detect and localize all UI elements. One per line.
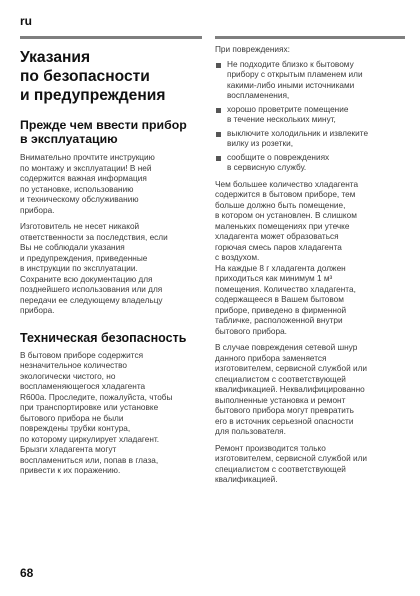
paragraph-liability	[20, 222, 200, 317]
title-line: Указания	[20, 49, 91, 66]
text-line: При повреждениях:	[215, 45, 290, 54]
list-item	[215, 129, 405, 150]
text-line: передачи ее следующему владельцу	[20, 295, 163, 305]
text-line: в течение нескольких минут,	[227, 115, 336, 124]
damage-steps-list	[215, 60, 405, 174]
title-line: по безопасности	[20, 68, 150, 85]
text-line: табличке, расположенной внутри	[215, 316, 343, 325]
text-line: горючая смесь паров хладагента	[215, 242, 342, 252]
heading-line: в эксплуатацию	[20, 132, 118, 146]
text-line: квалификацией. Неквалифицированно	[215, 385, 365, 394]
text-line: и техническому обслуживанию	[20, 195, 139, 204]
top-rule	[215, 36, 405, 39]
section-heading-technical-safety: Техническая безопасность	[20, 330, 187, 345]
text-line: по монтажу и эксплуатации! В ней	[20, 163, 152, 173]
text-line: и предупреждения, приведенные	[20, 253, 148, 263]
text-line: воспламеняющегося хладагента	[20, 382, 146, 391]
paragraph-room-size	[215, 180, 405, 338]
square-bullet-icon	[216, 156, 221, 161]
text-line: выполненные установка и ремонт	[215, 395, 346, 405]
page-number: 68	[20, 566, 34, 580]
square-bullet-icon	[216, 132, 221, 137]
text-line: с воздухом.	[215, 253, 260, 262]
text-line: ответственности за последствия, если	[20, 232, 168, 242]
square-bullet-icon	[216, 63, 221, 68]
text-line: содержится в бытовом приборе, тем	[215, 190, 356, 199]
text-line: Сохраните всю документацию для	[20, 274, 153, 284]
text-line: по установке, использованию	[20, 184, 134, 194]
text-line: какими-либо иными источниками	[227, 80, 355, 90]
text-line: приборе, приведено в фирменной	[215, 305, 347, 315]
text-line: содержащееся в Вашем бытовом	[215, 295, 344, 304]
text-line: для пользователя.	[215, 427, 286, 436]
top-rule	[20, 36, 202, 39]
text-line: его в источник серьезной опасности	[215, 416, 354, 426]
text-line: Вы не соблюдали указания	[20, 243, 125, 252]
text-line: помещения. Количество хладагента,	[215, 284, 356, 294]
text-line: воспламениться или, попав в глаза,	[20, 455, 159, 465]
text-line: прибора.	[20, 306, 55, 315]
text-line: Внимательно прочтите инструкцию	[20, 153, 155, 162]
text-line: экологически чистого, но	[20, 371, 116, 381]
text-line: повреждены трубки контура,	[20, 424, 131, 433]
right-column	[215, 36, 405, 486]
text-line: незначительное количество	[20, 361, 127, 370]
text-line: по которому циркулирует хладагент.	[20, 434, 160, 444]
damage-lead-text	[215, 45, 405, 56]
paragraph-refrigerant	[20, 351, 200, 477]
text-line: изготовителем, сервисной службой или	[215, 454, 368, 463]
paragraph-repair	[215, 444, 405, 486]
text-line: Брызги хладагента могут	[20, 445, 117, 454]
paragraph-power-cord	[215, 343, 405, 438]
text-line: позднейшего использования или для	[20, 285, 163, 294]
text-line: маленьких помещениях при утечке	[215, 221, 350, 231]
list-item	[215, 60, 405, 102]
text-line: выключите холодильник и извлеките	[227, 128, 369, 138]
section-heading-before-use	[20, 118, 200, 146]
text-line: В случае повреждения сетевой шнур	[215, 343, 358, 352]
text-line: специалистом с соответствующей	[215, 374, 346, 384]
text-line: бытового прибора могут превратить	[215, 406, 354, 415]
text-line: квалификацией.	[215, 475, 278, 484]
text-line: привести к их поражению.	[20, 466, 121, 475]
text-line: бытового прибора не были	[20, 413, 124, 423]
text-line: специалистом с соответствующей	[215, 464, 346, 474]
text-line: воспламенения,	[227, 91, 290, 100]
text-line: в котором он установлен. В слишком	[215, 211, 357, 220]
text-line: при транспортировке или установке	[20, 403, 159, 412]
text-line: На каждые 8 г хладагента должен	[215, 263, 346, 273]
text-line: изготовителем, сервисной службой или	[215, 364, 368, 373]
text-line: прибора.	[20, 205, 55, 215]
language-code: ru	[20, 14, 32, 28]
text-line: Не подходите близко к бытовому	[227, 59, 354, 69]
text-line: в инструкции по эксплуатации.	[20, 264, 138, 273]
text-line: Чем большее количество хладагента	[215, 179, 359, 189]
text-line: R600a. Проследите, пожалуйста, чтобы	[20, 392, 173, 402]
text-line: Ремонт производится только	[215, 443, 326, 453]
text-line: В бытовом приборе содержится	[20, 350, 144, 360]
square-bullet-icon	[216, 108, 221, 113]
text-line: хладагента может образоваться	[215, 232, 339, 241]
list-item	[215, 105, 405, 126]
paragraph-read-instructions	[20, 153, 200, 216]
title-line: и предупреждения	[20, 87, 166, 104]
text-line: сообщите о повреждениях	[227, 152, 330, 162]
text-line: приходиться как минимум 1 м³	[215, 274, 333, 283]
text-line: больше должно быть помещение,	[215, 200, 346, 210]
page-title	[20, 48, 200, 105]
left-column	[20, 36, 200, 477]
text-line: вилку из розетки,	[227, 139, 293, 148]
text-line: содержится важная информация	[20, 174, 147, 183]
text-line: бытового прибора.	[215, 326, 287, 336]
text-line: Изготовитель не несет никакой	[20, 222, 140, 231]
text-line: хорошо проветрите помещение	[227, 104, 349, 114]
list-item	[215, 153, 405, 174]
heading-line: Прежде чем ввести прибор	[20, 118, 187, 132]
text-line: данного прибора заменяется	[215, 353, 327, 363]
text-line: прибору с открытым пламенем или	[227, 70, 363, 79]
text-line: в сервисную службу.	[227, 163, 307, 172]
